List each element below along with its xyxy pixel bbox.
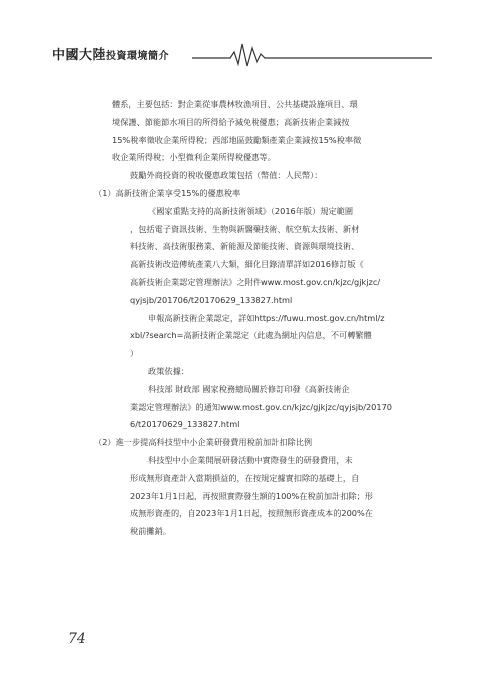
paragraph-line: 高新技術改造傳統產業八大類，細化目錄清單詳如2016修訂版《: [130, 259, 364, 270]
paragraph-line: 《國家重點支持的高新技術領域》（2016年版）規定範圍: [148, 205, 354, 216]
paragraph-line: 稅前攤銷。: [130, 526, 171, 537]
section-heading: （2）進一步提高科技型中小企業研發費用稅前加計扣除比例: [94, 437, 313, 448]
body-text: [94, 96, 402, 541]
paragraph-line: qyjsjb/201706/t20170629_133827.html: [130, 294, 293, 305]
paragraph-line: xbl/?search=高新技術企業認定（此處為網址內信息，不可轉繁體: [130, 330, 372, 341]
header-title: [52, 44, 169, 63]
page-number: 74: [68, 631, 86, 647]
paragraph-line: 境保護、節能節水項目的所得給予減免稅優惠；高新技術企業減按: [112, 116, 350, 127]
paragraph-line: 15%稅率徵收企業所得稅；西部地區鼓勵類產業企業減按15%稅率徵: [112, 134, 362, 145]
paragraph-line: 申報高新技術企業認定，詳如https://fuwu.most.gov.cn/html/z: [148, 312, 385, 323]
paragraph-line: 科技部 財政部 國家稅務總局關於修訂印發《高新技術企: [148, 383, 350, 394]
paragraph-line: 成無形資產的，自2023年1月1日起，按照無形資產成本的200%在: [130, 508, 373, 519]
paragraph-line: 業認定管理辦法》的通知www.most.gov.cn/kjzc/gjkjzc/qyjsjb/20170: [130, 401, 393, 412]
paragraph-line: 6/t20170629_133827.html: [130, 419, 240, 430]
paragraph-line: 收企業所得稅；小型微利企業所得稅優惠等。: [112, 152, 276, 163]
section-heading: （1）高新技術企業享受15%的優惠稅率: [94, 187, 241, 198]
paragraph-line: 2023年1月1日起，再按照實際發生額的100%在稅前加計扣除；形: [130, 490, 373, 501]
paragraph-line: 高新技術企業認定管理辦法》之附件www.most.gov.cn/kjzc/gjkjzc/: [130, 276, 381, 287]
paragraph-line: 料技術、高技術服務業、新能源及節能技術、資源與環境技術、: [130, 241, 360, 252]
running-header: [52, 38, 432, 68]
paragraph-line: 鼓勵外商投資的稅收優惠政策包括（幣值：人民幣）：: [130, 170, 323, 181]
paragraph-line: 政策依據：: [148, 365, 189, 376]
header-title-sub: 投資環境簡介: [106, 51, 170, 62]
paragraph-line: 體系，主要包括：對企業從事農林牧漁項目、公共基礎設施項目、環: [112, 99, 358, 109]
paragraph-line: 科技型中小企業開展研發活動中實際發生的研發費用，未: [148, 454, 353, 465]
paragraph-line: 形成無形資產計入當期損益的，在按規定據實扣除的基礎上，自: [130, 472, 360, 483]
paragraph-line: ）: [130, 348, 139, 359]
header-title-main: 中國大陸: [52, 48, 107, 63]
paragraph-line: ，包括電子資訊技術、生物與新醫藥技術、航空航太技術、新材: [130, 223, 360, 234]
